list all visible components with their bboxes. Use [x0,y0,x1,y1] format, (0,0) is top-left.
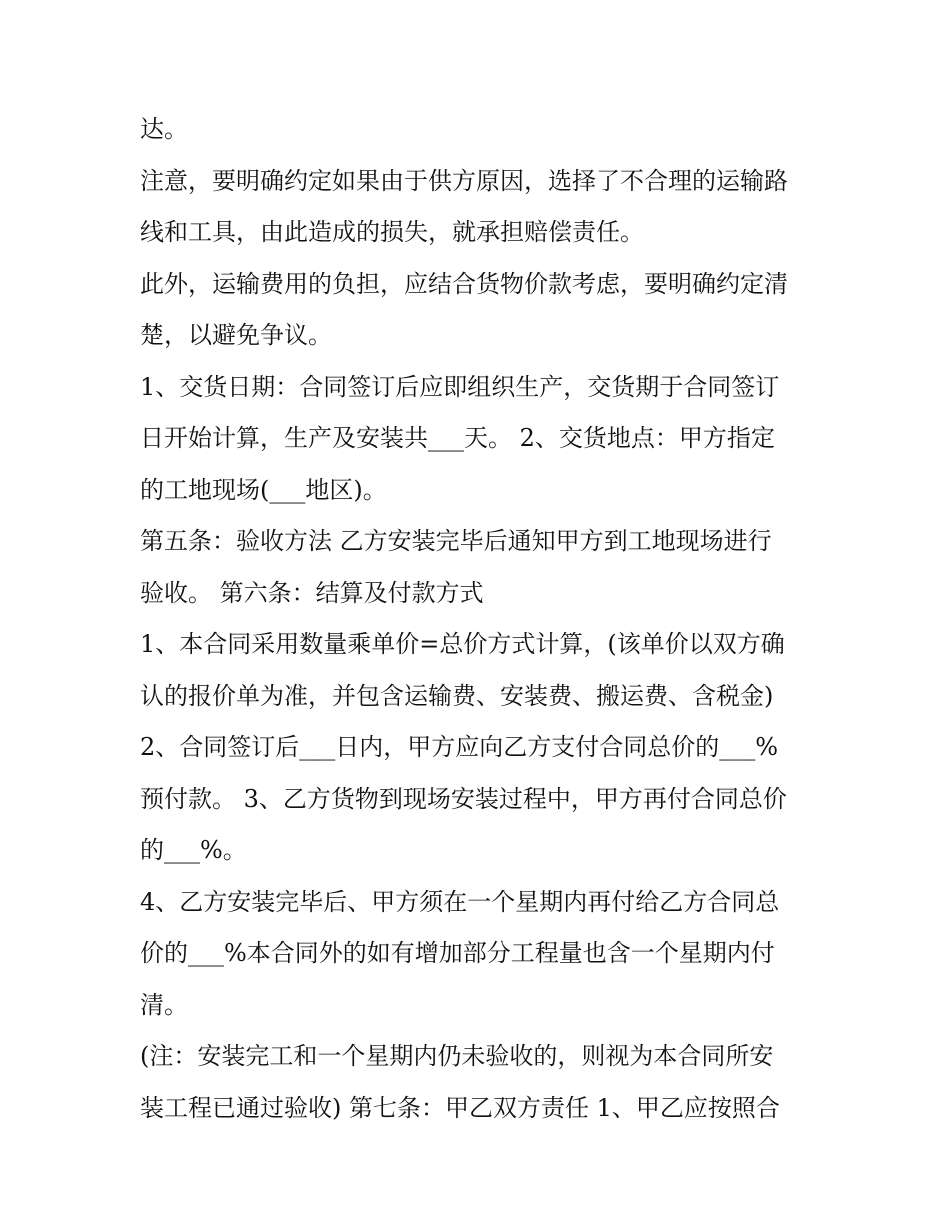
text-line: 装工程已通过验收) 第七条：甲乙双方责任 1、甲乙应按照合 [140,1093,780,1122]
text-line: 的___%。 [140,836,247,864]
text-line: 的工地现场(___地区)。 [140,475,387,504]
text-line: 预付款。 3、乙方货物到现场安装过程中，甲方再付合同总价 [140,784,787,813]
text-line: 1、本合同采用数量乘单价=总价方式计算，(该单价以双方确 [140,630,785,658]
text-line: 注意，要明确约定如果由于供方原因，选择了不合理的运输路 [140,166,788,195]
text-line: 2、合同签订后___日内，甲方应向乙方支付合同总价的___% [140,733,779,761]
text-line: 楚，以避免争议。 [140,321,332,349]
text-line: 4、乙方安装完毕后、甲方须在一个星期内再付给乙方合同总 [140,887,780,916]
text-line: 此外，运输费用的负担，应结合货物价款考虑，要明确约定清 [140,269,788,298]
text-line: 1、交货日期：合同签订后应即组织生产，交货期于合同签订 [140,372,780,401]
document-body [140,104,830,1134]
text-line: 认的报价单为准，并包含运输费、安装费、搬运费、含税金) [140,681,774,710]
text-line: 线和工具，由此造成的损失，就承担赔偿责任。 [140,218,644,246]
text-line: 验收。 第六条：结算及付款方式 [140,578,484,607]
text-line: (注：安装完工和一个星期内仍未验收的，则视为本合同所安 [140,1042,774,1070]
text-line: 第五条：验收方法 乙方安装完毕后通知甲方到工地现场进行 [140,527,772,555]
text-line: 价的___%本合同外的如有增加部分工程量也含一个星期内付 [140,939,775,967]
text-line: 日开始计算，生产及安装共___天。 2、交货地点：甲方指定 [140,424,775,452]
text-line: 清。 [140,990,188,1019]
text-line: 达。 [140,115,188,143]
